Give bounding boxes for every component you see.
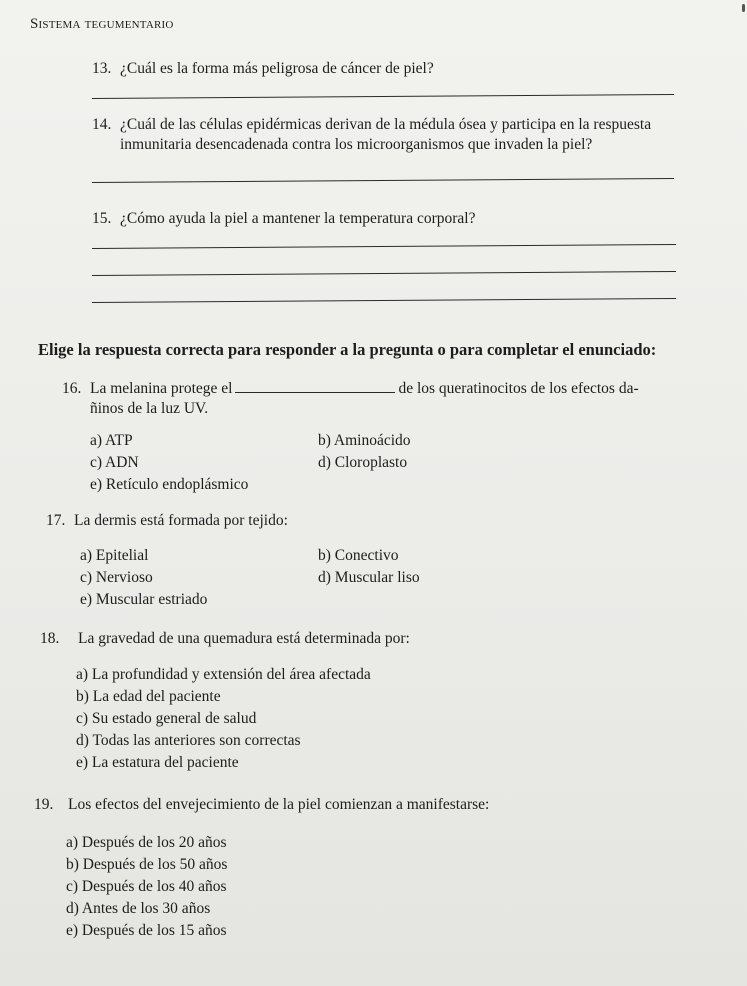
q18-option-d[interactable]: d) Todas las anteriores son correctas (76, 732, 301, 749)
q16-option-b[interactable]: b) Aminoácido (318, 432, 411, 449)
question-14-line2: inmunitaria desencadenada contra los microorganismos que invaden la piel? (120, 136, 593, 153)
answer-line-14[interactable] (92, 178, 674, 183)
question-18 (40, 630, 410, 649)
question-14-line1: ¿Cuál de las células epidérmicas derivan de la médula ósea y participa en la respuesta (120, 116, 652, 133)
q19-option-b[interactable]: b) Después de los 50 años (66, 856, 228, 873)
question-16-number: 16. (62, 380, 82, 397)
question-13 (92, 60, 434, 79)
question-17-number: 17. (46, 512, 66, 529)
q17-option-d[interactable]: d) Muscular liso (318, 569, 420, 586)
q16-option-d[interactable]: d) Cloroplasto (318, 454, 408, 471)
q19-option-c[interactable]: c) Después de los 40 años (66, 878, 227, 895)
question-18-number: 18. (40, 630, 60, 647)
answer-line-13[interactable] (92, 94, 674, 99)
q16-option-a[interactable]: a) ATP (90, 432, 133, 449)
instruction-heading: Elige la respuesta correcta para responder a la pregunta o para completar el enunciado: (38, 340, 657, 359)
q19-option-e[interactable]: e) Después de los 15 años (66, 922, 227, 939)
q18-option-c[interactable]: c) Su estado general de salud (76, 710, 257, 727)
question-16-after-blank: de los queratinocitos de los efectos da- (398, 380, 639, 397)
question-14-cont (120, 136, 592, 155)
q18-option-b[interactable]: b) La edad del paciente (76, 688, 221, 705)
question-14-number: 14. (92, 116, 112, 133)
question-16 (62, 380, 639, 399)
question-15 (92, 210, 475, 229)
answer-line-15a[interactable] (92, 244, 676, 249)
question-17-text: La dermis está formada por tejido: (74, 512, 288, 529)
section-header: Sistema tegumentario (30, 16, 174, 32)
question-19-text: Los efectos del envejecimiento de la piel comienzan a manifestarse: (68, 796, 490, 813)
question-19 (34, 796, 489, 815)
q19-option-a[interactable]: a) Después de los 20 años (66, 834, 227, 851)
question-15-text: ¿Cómo ayuda la piel a mantener la temperatura corporal? (120, 210, 476, 227)
question-13-text: ¿Cuál es la forma más peligrosa de cáncer de piel? (120, 60, 434, 77)
q17-option-a[interactable]: a) Epitelial (80, 547, 149, 564)
q18-option-e[interactable]: e) La estatura del paciente (76, 754, 239, 771)
answer-line-15b[interactable] (92, 271, 676, 276)
answer-line-15c[interactable] (92, 298, 676, 303)
q18-option-a[interactable]: a) La profundidad y extensión del área afectada (76, 666, 371, 683)
question-17 (46, 512, 288, 531)
question-18-text: La gravedad de una quemadura está determinada por: (78, 630, 410, 647)
q16-option-c[interactable]: c) ADN (90, 454, 139, 471)
q16-option-e[interactable]: e) Retículo endoplásmico (90, 476, 249, 493)
question-16-cont (90, 400, 208, 419)
question-19-number: 19. (34, 796, 54, 813)
q17-option-b[interactable]: b) Conectivo (318, 547, 399, 564)
question-16-before-blank: La melanina protege el (90, 380, 233, 397)
q19-option-d[interactable]: d) Antes de los 30 años (66, 900, 211, 917)
q17-option-e[interactable]: e) Muscular estriado (80, 591, 208, 608)
q17-option-c[interactable]: c) Nervioso (80, 569, 153, 586)
question-15-number: 15. (92, 210, 112, 227)
question-16-line2: ñinos de la luz UV. (90, 400, 209, 417)
question-14 (92, 116, 651, 135)
question-16-blank[interactable] (235, 380, 395, 393)
question-13-number: 13. (92, 60, 112, 77)
corner-mark (742, 4, 745, 12)
